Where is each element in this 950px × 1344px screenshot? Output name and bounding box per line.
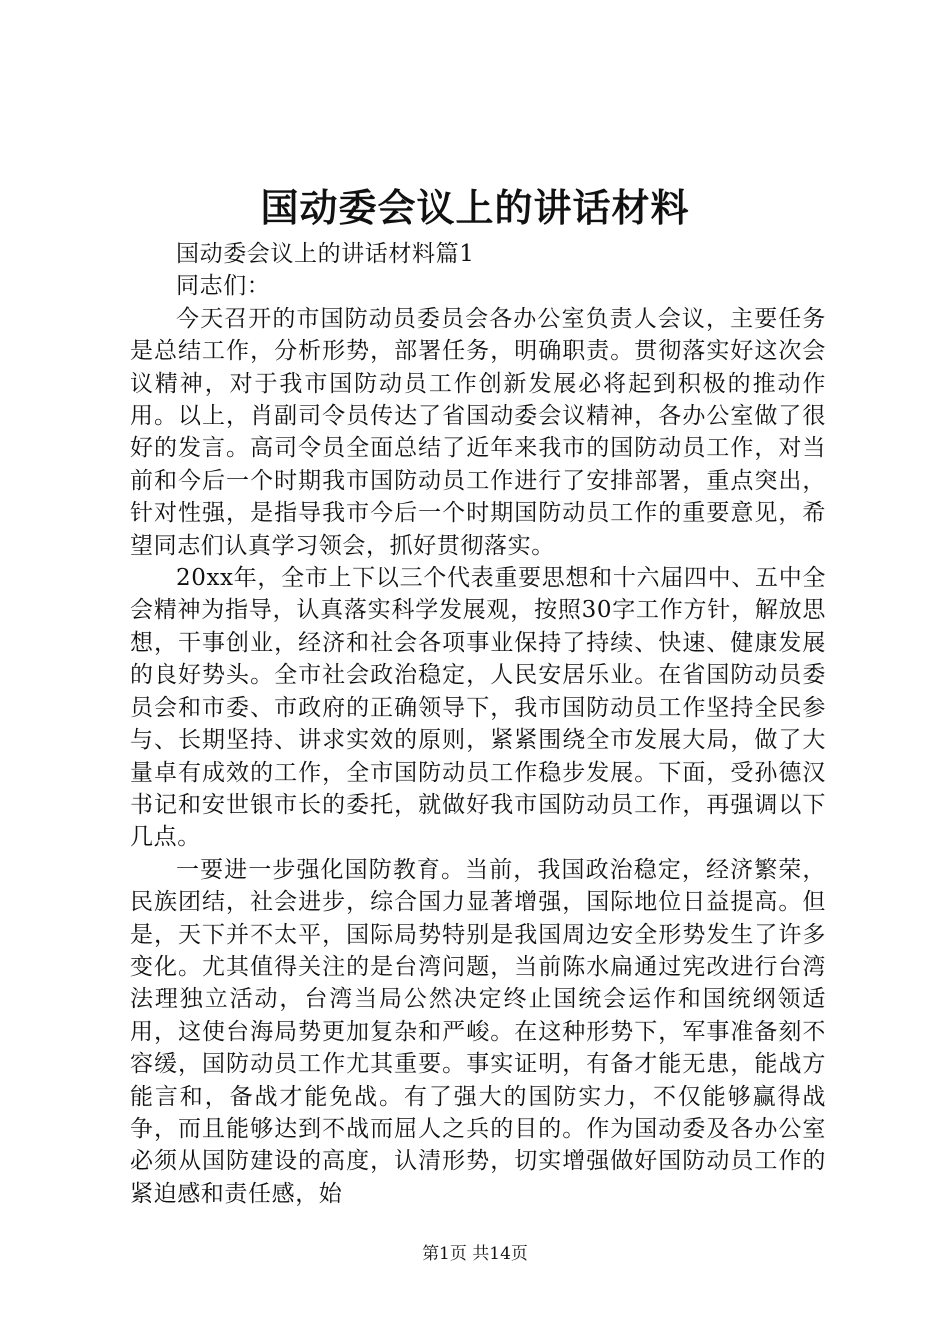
document-title: 国动委会议上的讲话材料 xyxy=(260,185,690,230)
page-indicator: 第1页 共14页 xyxy=(422,1244,528,1264)
paragraph-2: 20xx年，全市上下以三个代表重要思想和十六届四中、五中全会精神为指导，认真落实科学发展观，按照30字工作方针，解放思想，干事创业，经济和社会各项事业保持了持续、快速、健康发展的良好势头。全市社会政治稳定，人民安居乐业。在省国防动员委员会和市委、市政府的正确领导下，我市国防动员工作坚持全民参与、长期坚持、讲求实效的原则，紧紧围绕全市发展大局，做了大量卓有成效的工作，全市国防动员工作稳步发展。下面，受孙德汉书记和安世银市长的委托，就做好我市国防动员工作，再强调以下几点。 xyxy=(130,565,826,851)
document-body xyxy=(130,238,826,1210)
paragraph-1: 今天召开的市国防动员委员会各办公室负责人会议，主要任务是总结工作，分析形势，部署任务，明确职责。贯彻落实好这次会议精神，对于我市国防动员工作创新发展必将起到积极的推动作用。以上，肖副司令员传达了省国动委会议精神，各办公室做了很好的发言。高司令员全面总结了近年来我市的国防动员工作，对当前和今后一个时期我市国防动员工作进行了安排部署，重点突出，针对性强，是指导我市今后一个时期国防动员工作的重要意见，希望同志们认真学习领会，抓好贯彻落实。 xyxy=(130,305,826,559)
greeting: 同志们： xyxy=(176,273,271,300)
document-subtitle: 国动委会议上的讲话材料篇1 xyxy=(176,241,475,267)
paragraph-3: 一要进一步强化国防教育。当前，我国政治稳定，经济繁荣，民族团结，社会进步，综合国力显著增强，国际地位日益提高。但是，天下并不太平，国际局势特别是我国周边安全形势发生了许多变化。尤其值得关注的是台湾问题，当前陈水扁通过宪改进行台湾法理独立活动，台湾当局公然决定终止国统会运作和国统纲领适用，这使台海局势更加复杂和严峻。在这种形势下，军事准备刻不容缓，国防动员工作尤其重要。事实证明，有备才能无患，能战方能言和，备战才能免战。有了强大的国防实力，不仅能够赢得战争，而且能够达到不战而屈人之兵的目的。作为国动委及各办公室必须从国防建设的高度，认清形势，切实增强做好国防动员工作的紧迫感和责任感，始 xyxy=(130,856,826,1207)
